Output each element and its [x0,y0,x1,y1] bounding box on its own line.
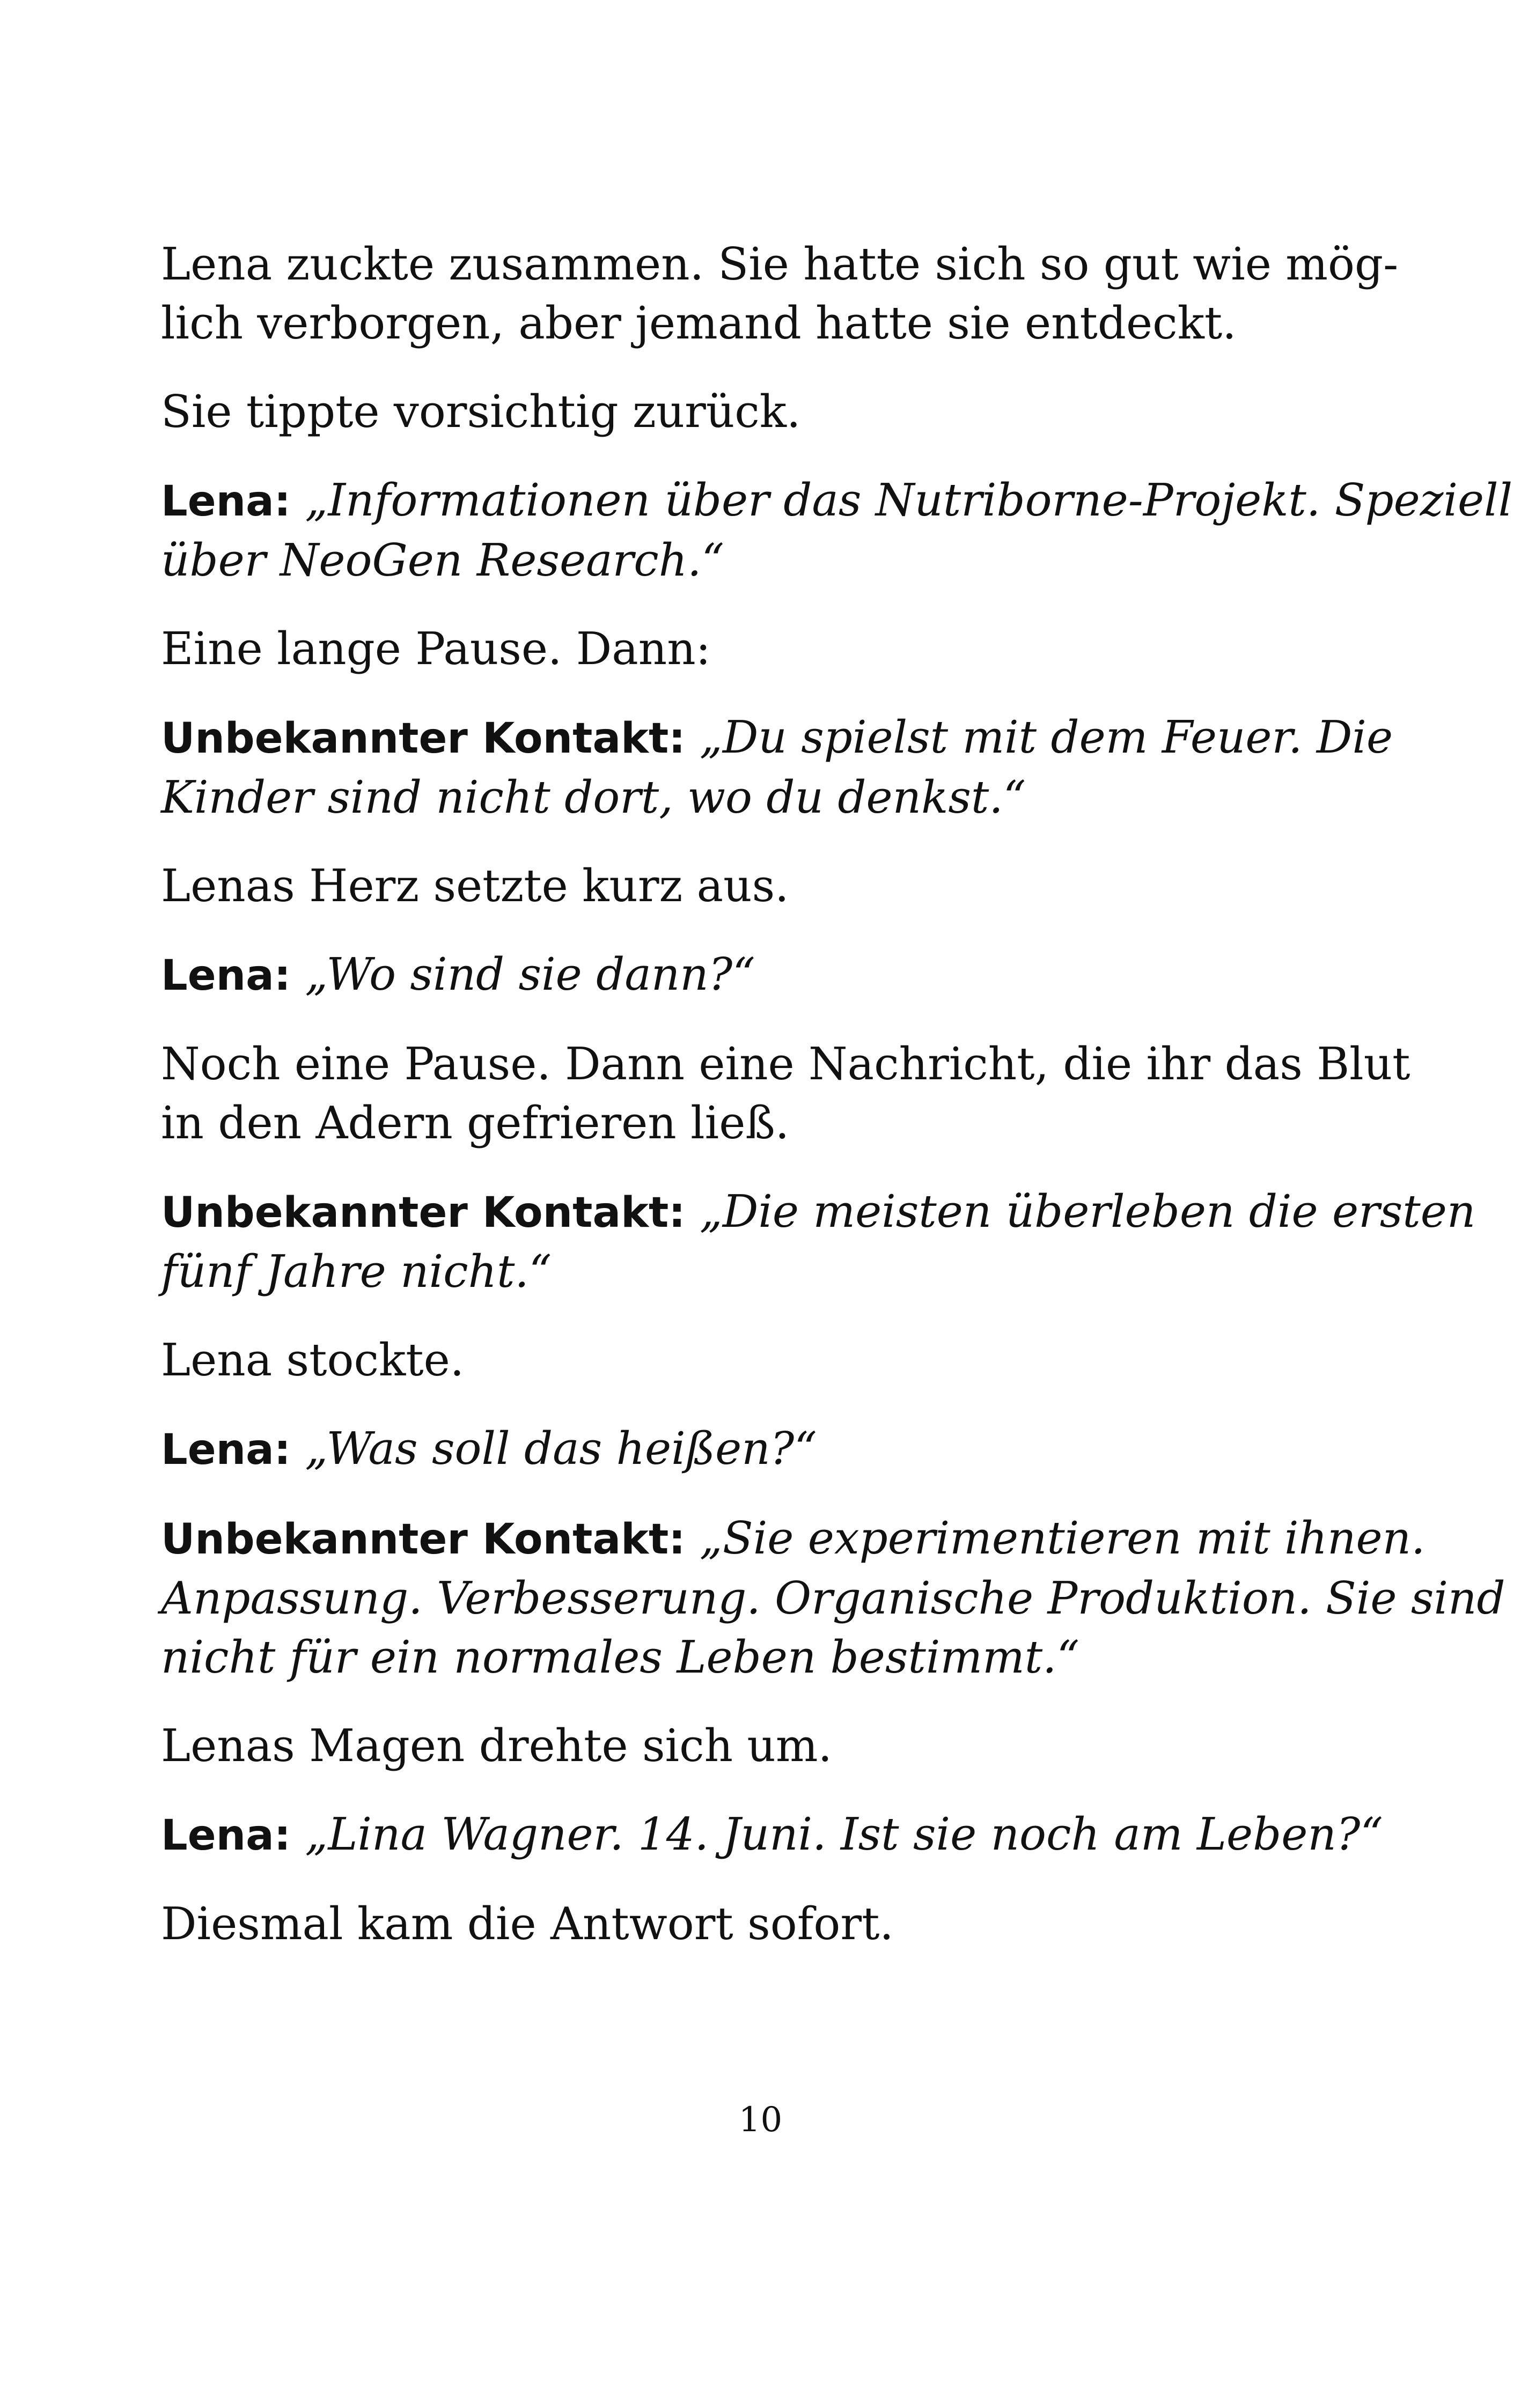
speaker-label: Unbekannter Kontakt: [161,1189,686,1237]
text-line: Lena stockte. [161,1334,465,1386]
text-line: Eine lange Pause. Dann: [161,623,711,675]
text-line: lich verborgen, aber jemand hatte sie entdeckt. [161,297,1237,349]
text-line: Sie tippte vorsichtig zurück. [161,386,801,438]
dialogue-paragraph [161,1182,1476,1301]
narration-paragraph [161,1895,1363,1954]
narration-paragraph [161,1331,1363,1390]
dialogue-paragraph [161,471,1513,590]
body-text [161,235,1513,1983]
narration-paragraph [161,1717,1363,1776]
speaker-label: Unbekannter Kontakt: [161,715,686,763]
dialogue-paragraph [161,945,1363,1005]
speech-line: fünf Jahre nicht.“ [161,1246,552,1298]
speech-line: „Was soll das heißen?“ [305,1423,817,1475]
narration-paragraph [161,620,1363,679]
speech-line: über NeoGen Research.“ [161,534,724,586]
speech-line: „Lina Wagner. 14. Juni. Ist sie noch am Leben?“ [305,1808,1383,1860]
speech-line: nicht für ein normales Leben bestimmt.“ [161,1631,1079,1683]
speech-line: Kinder sind nicht dort, wo du denkst.“ [161,771,1026,823]
narration-paragraph [161,857,1363,916]
text-line: in den Adern gefrieren ließ. [161,1097,790,1149]
text-line: Noch eine Pause. Dann eine Nachricht, die ihr das Blut [161,1038,1410,1090]
speaker-label: Lena: [161,477,291,526]
speech-line: Anpassung. Verbesserung. Organische Produktion. Sie sind [161,1572,1505,1624]
text-line: Lenas Herz setzte kurz aus. [161,860,789,912]
dialogue-paragraph [161,1509,1505,1687]
dialogue-paragraph [161,708,1393,827]
speech-line: „Die meisten überleben die ersten [699,1185,1476,1238]
dialogue-paragraph [161,1419,1363,1479]
speaker-label: Lena: [161,1811,291,1860]
narration-paragraph [161,382,1363,441]
text-line: Lena zuckte zusammen. Sie hatte sich so gut wie mög- [161,238,1399,290]
speech-line: „Du spielst mit dem Feuer. Die [699,711,1393,763]
speech-line: „Sie experimentieren mit ihnen. [699,1512,1426,1564]
speaker-label: Lena: [161,1426,291,1474]
text-line: Lenas Magen drehte sich um. [161,1720,832,1772]
speech-line: „Informationen über das Nutriborne-Projekt. Speziell [305,474,1513,526]
dialogue-paragraph [161,1805,1383,1865]
text-line: Diesmal kam die Antwort sofort. [161,1898,894,1950]
speaker-label: Unbekannter Kontakt: [161,1515,686,1564]
page-number: 10 [738,2100,783,2140]
speaker-label: Lena: [161,952,291,1000]
speech-line: „Wo sind sie dann?“ [305,948,755,1000]
narration-paragraph [161,1035,1410,1153]
narration-paragraph [161,235,1399,353]
